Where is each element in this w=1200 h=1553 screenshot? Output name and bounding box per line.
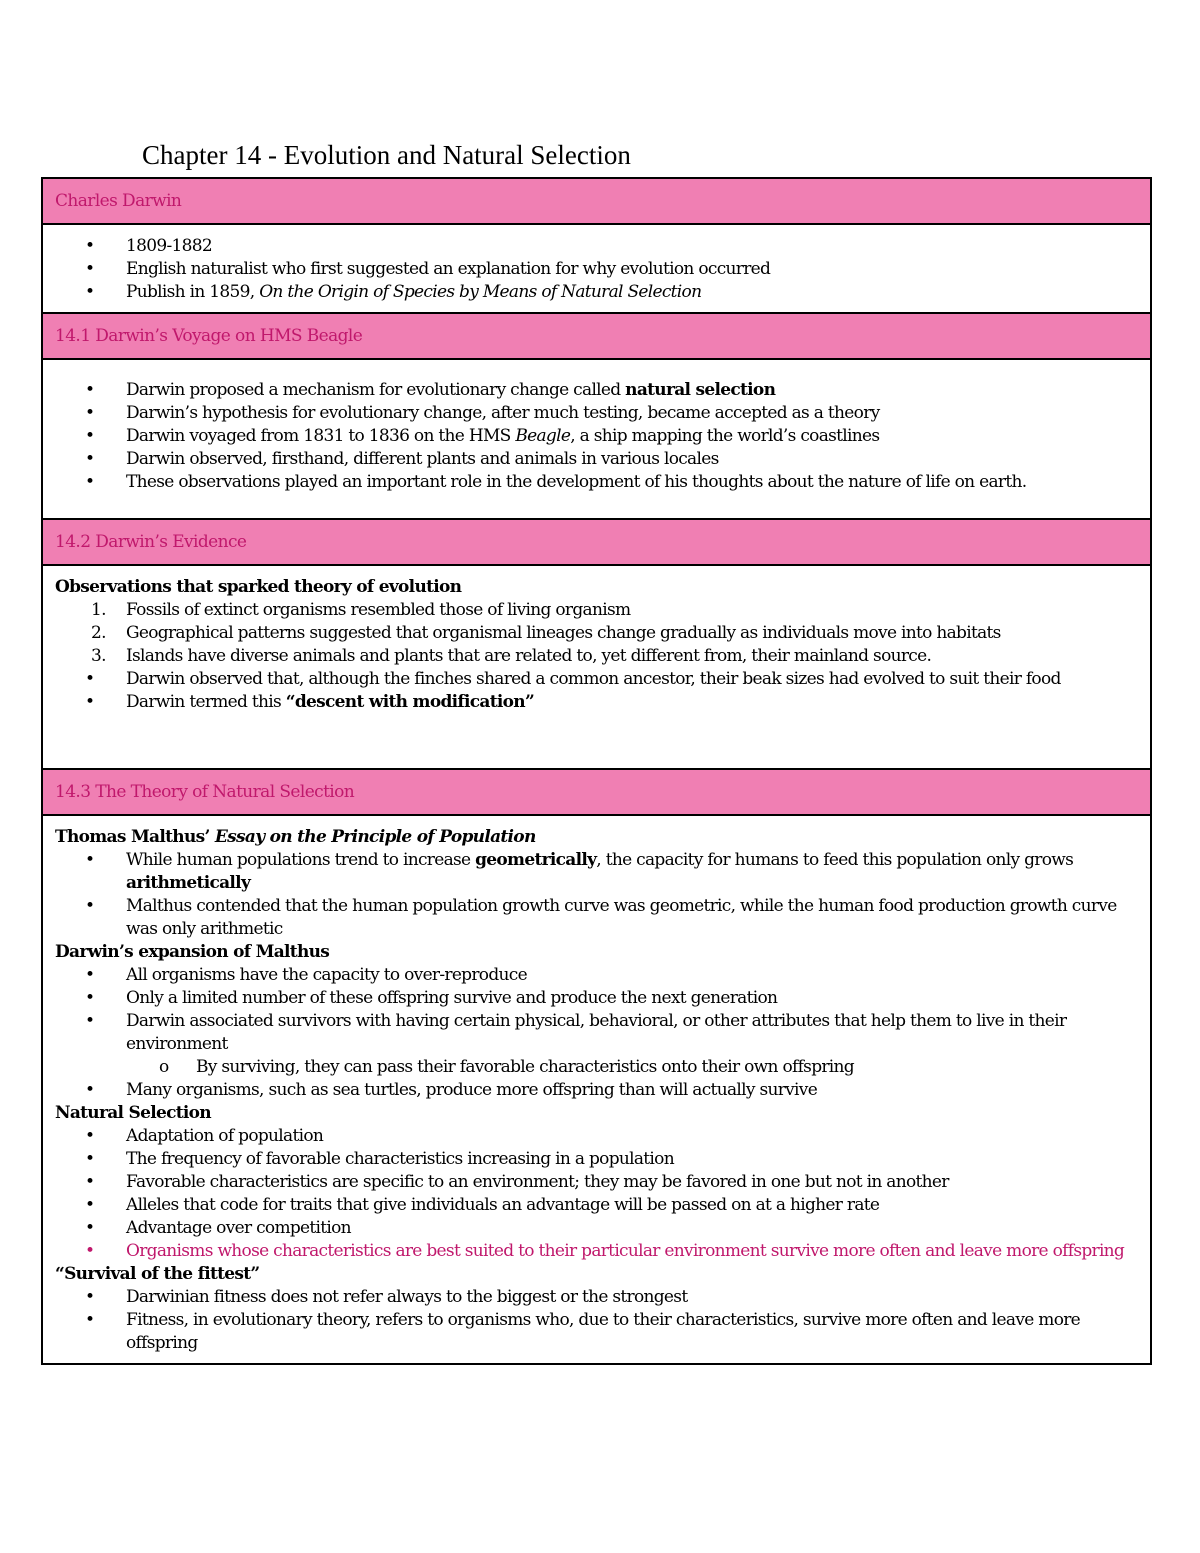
- list-item: • English naturalist who first suggested an explanation for why evolution occurred: [85, 259, 771, 279]
- section-body-14-1: [43, 360, 1150, 520]
- page-title: Chapter 14 - Evolution and Natural Selection: [142, 140, 631, 170]
- list-item: • Favorable characteristics are specific to an environment; they may be favored in one but not in another: [85, 1172, 949, 1192]
- subheading-observations: Observations that sparked theory of evolution: [55, 577, 462, 597]
- list-item: • While human populations trend to increase geometrically, the capacity for humans to feed this population only grows arithmetically: [85, 850, 1074, 893]
- list-item: • Darwin associated survivors with having certain physical, behavioral, or other attributes that help them to live in their environment: [85, 1011, 1067, 1054]
- list-item: • Many organisms, such as sea turtles, produce more offspring than will actually survive: [85, 1080, 818, 1100]
- list-item: • Darwin observed, firsthand, different plants and animals in various locales: [85, 449, 719, 469]
- numbered-item: 3. Islands have diverse animals and plants that are related to, yet different from, their mainland source.: [91, 646, 932, 666]
- list-item: • Publish in 1859, On the Origin of Species by Means of Natural Selection: [85, 282, 702, 302]
- subheading-natural-selection: Natural Selection: [55, 1103, 211, 1123]
- list-item: • Adaptation of population: [85, 1126, 324, 1146]
- section-body-14-2: [43, 566, 1150, 770]
- subheading-expansion: Darwin’s expansion of Malthus: [55, 942, 330, 962]
- subheading-survival-of-fittest: “Survival of the fittest”: [55, 1264, 260, 1284]
- list-item: • Darwinian fitness does not refer always to the biggest or the strongest: [85, 1287, 688, 1307]
- notes-table: [41, 177, 1152, 1365]
- section-body-14-3: [43, 816, 1150, 1363]
- list-item: • Malthus contended that the human population growth curve was geometric, while the human food production growth curve was only arithmetic: [85, 896, 1117, 939]
- numbered-item: 2. Geographical patterns suggested that organismal lineages change gradually as individuals move into habitats: [91, 623, 1001, 643]
- list-item: • Advantage over competition: [85, 1218, 351, 1238]
- list-item: • All organisms have the capacity to over-reproduce: [85, 965, 527, 985]
- highlighted-list-item: • Organisms whose characteristics are best suited to their particular environment survive more often and leave more offspring: [85, 1241, 1125, 1261]
- section-heading-14-1: 14.1 Darwin’s Voyage on HMS Beagle: [43, 314, 1150, 360]
- list-item: • 1809-1882: [85, 236, 212, 256]
- list-item: • Darwin’s hypothesis for evolutionary change, after much testing, became accepted as a theory: [85, 403, 880, 423]
- list-item: • These observations played an important role in the development of his thoughts about the nature of life on earth.: [85, 472, 1027, 492]
- subheading-malthus: Thomas Malthus’ Essay on the Principle of Population: [55, 827, 536, 847]
- list-item: • The frequency of favorable characteristics increasing in a population: [85, 1149, 674, 1169]
- list-item: • Darwin proposed a mechanism for evolutionary change called natural selection: [85, 380, 776, 400]
- sub-list-item: o By surviving, they can pass their favorable characteristics onto their own offspring: [159, 1057, 854, 1077]
- section-heading-14-2: 14.2 Darwin’s Evidence: [43, 520, 1150, 566]
- numbered-item: 1. Fossils of extinct organisms resembled those of living organism: [91, 600, 631, 620]
- list-item: • Alleles that code for traits that give individuals an advantage will be passed on at a higher rate: [85, 1195, 880, 1215]
- list-item: • Darwin observed that, although the finches shared a common ancestor, their beak sizes had evolved to suit their food: [85, 669, 1061, 689]
- section-heading-charles-darwin: Charles Darwin: [43, 179, 1150, 225]
- section-heading-14-3: 14.3 The Theory of Natural Selection: [43, 770, 1150, 816]
- list-item: • Darwin voyaged from 1831 to 1836 on the HMS Beagle, a ship mapping the world’s coastlines: [85, 426, 880, 446]
- list-item: • Only a limited number of these offspring survive and produce the next generation: [85, 988, 778, 1008]
- list-item: • Darwin termed this “descent with modification”: [85, 692, 535, 712]
- list-item: • Fitness, in evolutionary theory, refers to organisms who, due to their characteristics, survive more often and leave more offspring: [85, 1310, 1081, 1353]
- section-body-charles-darwin: [43, 225, 1150, 314]
